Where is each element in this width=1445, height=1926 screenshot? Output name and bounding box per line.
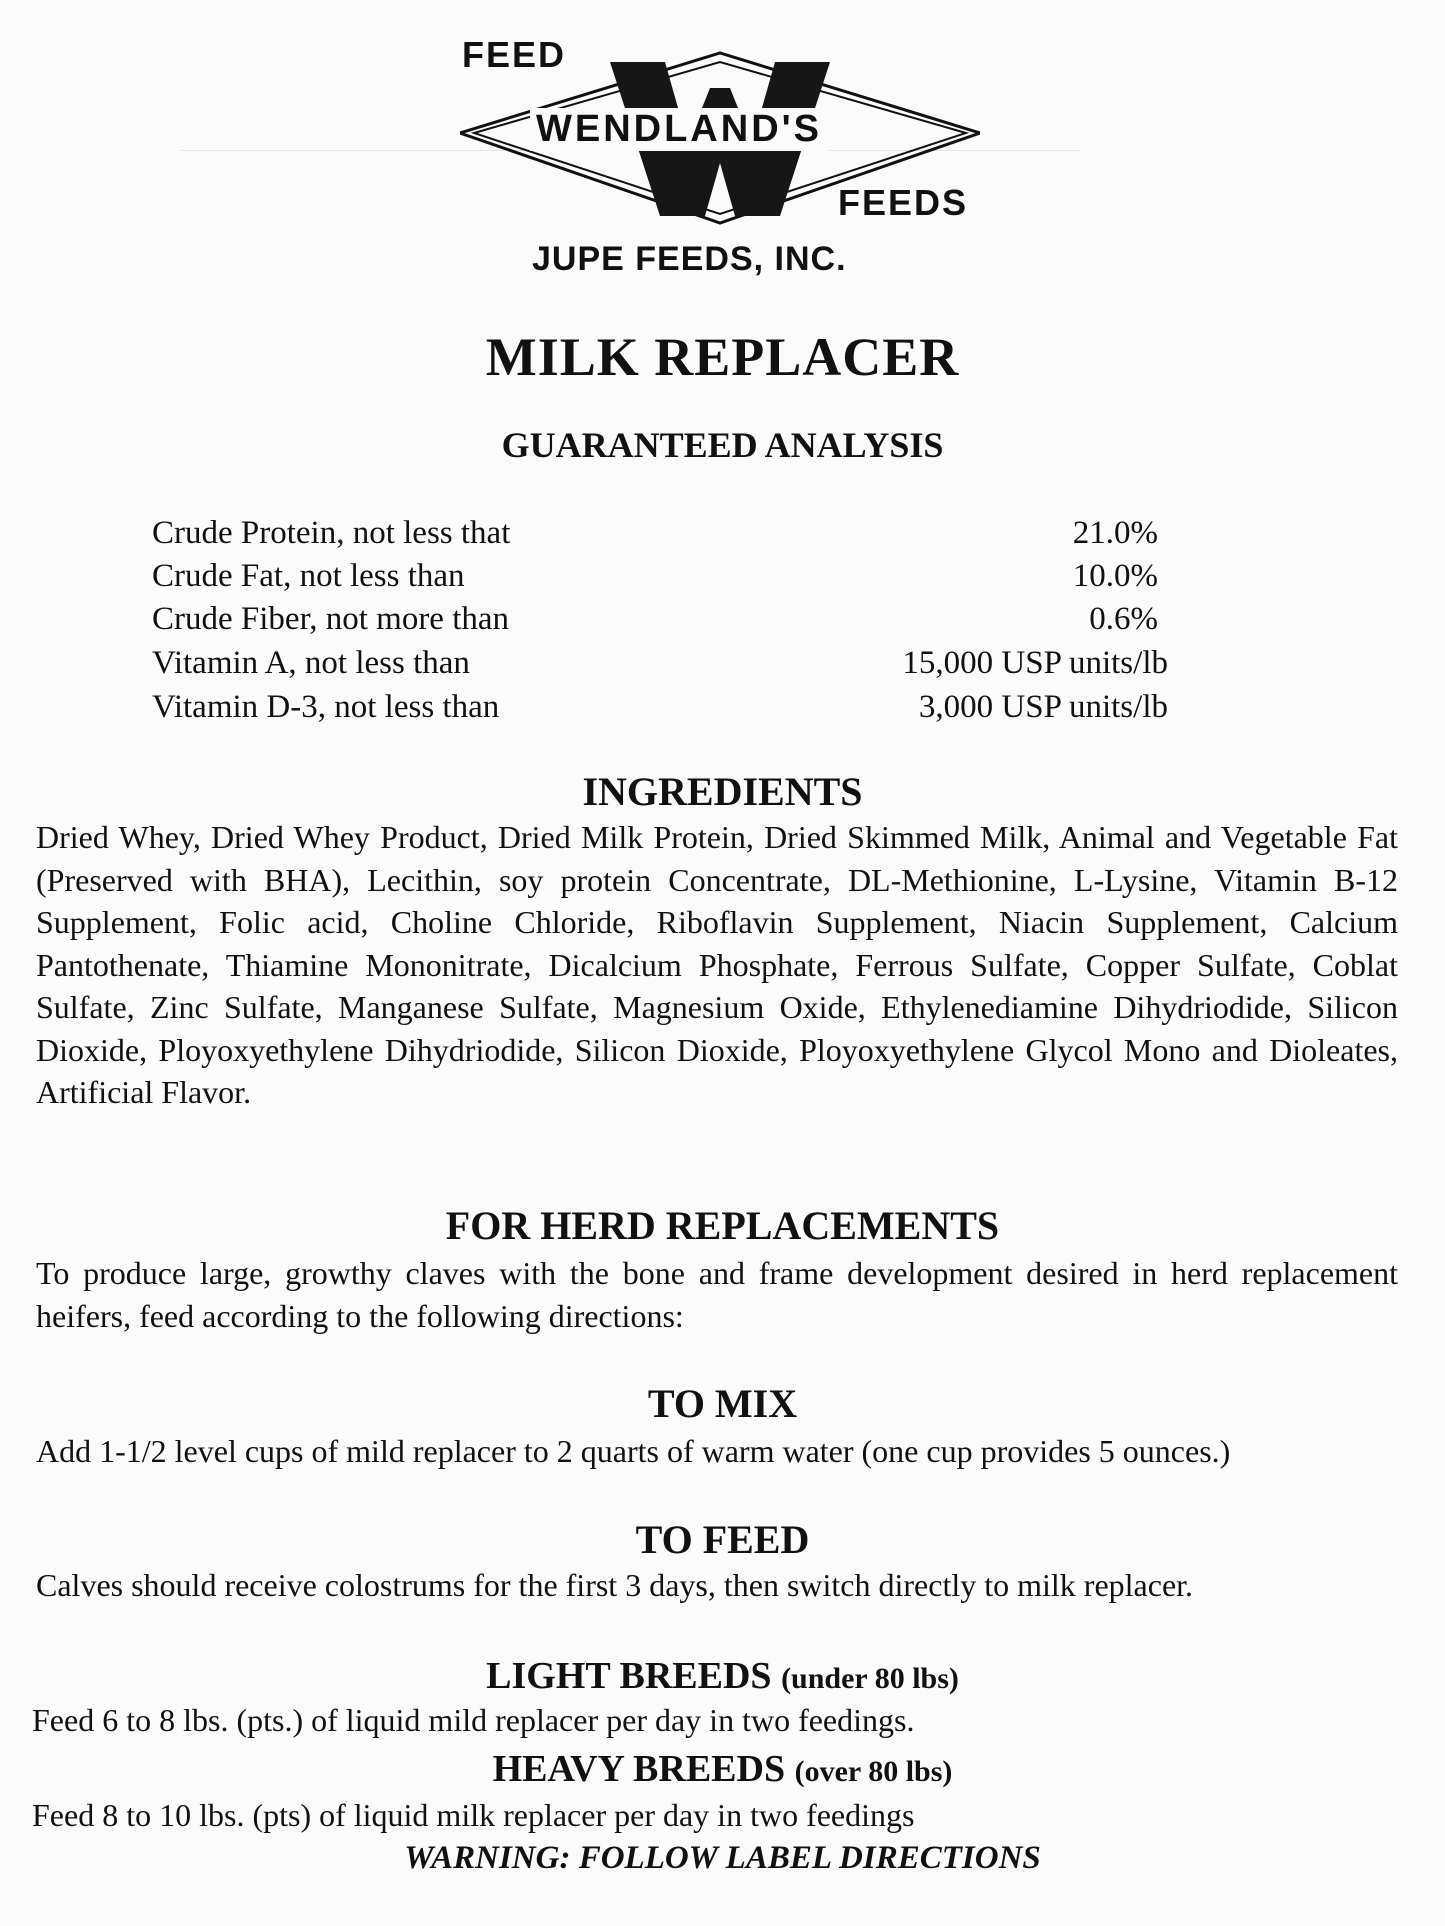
- herd-heading: FOR HERD REPLACEMENTS: [445, 1203, 1000, 1248]
- analysis-value: 10.0%: [1072, 558, 1158, 594]
- logo-feed-word: FEED: [462, 34, 567, 75]
- analysis-label: Crude Fiber, not more than: [152, 601, 510, 637]
- analysis-label: Crude Protein, not less that: [152, 515, 511, 551]
- analysis-value: 15,000 USP units/lb: [902, 645, 1168, 681]
- analysis-label: Vitamin D-3, not less than: [152, 689, 500, 725]
- analysis-row: [152, 515, 1168, 559]
- warning-text: WARNING: FOLLOW LABEL DIRECTIONS: [404, 1840, 1041, 1876]
- analysis-label: Vitamin A, not less than: [152, 645, 470, 681]
- logo-feeds-word: FEEDS: [838, 182, 969, 223]
- herd-text: To produce large, growthy claves with the bone and frame development desired in herd replacement heifers, feed according to the following directions:: [36, 1255, 1398, 1334]
- analysis-row: [152, 601, 1168, 645]
- heavy-breeds-heading: [0, 1747, 1445, 1791]
- heavy-breeds-title: HEAVY BREEDS: [492, 1748, 786, 1790]
- feed-heading: TO FEED: [635, 1517, 810, 1562]
- analysis-value: 0.6%: [1089, 601, 1158, 637]
- ingredients-text: Dried Whey, Dried Whey Product, Dried Milk Protein, Dried Skimmed Milk, Animal and Vegetable Fat (Preserved with BHA), Lecithin, soy protein Concentrate, DL-Methionine, L-Lysine, Vitamin B-12 Supplement, Folic acid, Choline Chloride, Riboflavin Supplement, Niacin Supplement, Calcium Pantothenate, Thiamine Mononitrate, Dicalcium Phosphate, Ferrous Sulfate, Copper Sulfate, Coblat Sulfate, Zinc Sulfate, Manganese Sulfate, Magnesium Oxide, Ethylenediamine Dihydriodide, Silicon Dioxide, Ployoxyethylene Dihydriodide, Silicon Dioxide, Ployoxyethylene Glycol Mono and Dioleates, Artificial Flavor.: [36, 819, 1398, 1110]
- document-title: MILK REPLACER: [485, 327, 960, 387]
- light-breeds-heading: [0, 1654, 1445, 1698]
- light-breeds-text: Feed 6 to 8 lbs. (pts.) of liquid mild replacer per day in two feedings.: [32, 1702, 915, 1738]
- company-name: JUPE FEEDS, INC.: [532, 240, 847, 278]
- heavy-breeds-text: Feed 8 to 10 lbs. (pts) of liquid milk replacer per day in two feedings: [32, 1797, 915, 1833]
- mix-heading: TO MIX: [647, 1381, 798, 1426]
- analysis-value: 21.0%: [1072, 515, 1158, 551]
- ingredients-heading: INGREDIENTS: [582, 769, 863, 814]
- analysis-row: [152, 645, 1168, 689]
- light-breeds-title: LIGHT BREEDS: [486, 1655, 772, 1697]
- feed-text: Calves should receive colostrums for the first 3 days, then switch directly to milk replacer.: [36, 1567, 1194, 1603]
- heavy-breeds-qualifier: (over 80 lbs): [794, 1755, 953, 1788]
- analysis-value: 3,000 USP units/lb: [918, 689, 1168, 725]
- mix-text: Add 1-1/2 level cups of mild replacer to 2 quarts of warm water (one cup provides 5 ounces.): [36, 1433, 1231, 1469]
- logo-brand-name: WENDLAND'S: [530, 108, 828, 151]
- analysis-row: [152, 558, 1168, 602]
- analysis-label: Crude Fat, not less than: [152, 558, 465, 594]
- light-breeds-qualifier: (under 80 lbs): [781, 1662, 959, 1695]
- analysis-heading: GUARANTEED ANALYSIS: [501, 425, 944, 465]
- analysis-row: [152, 689, 1168, 733]
